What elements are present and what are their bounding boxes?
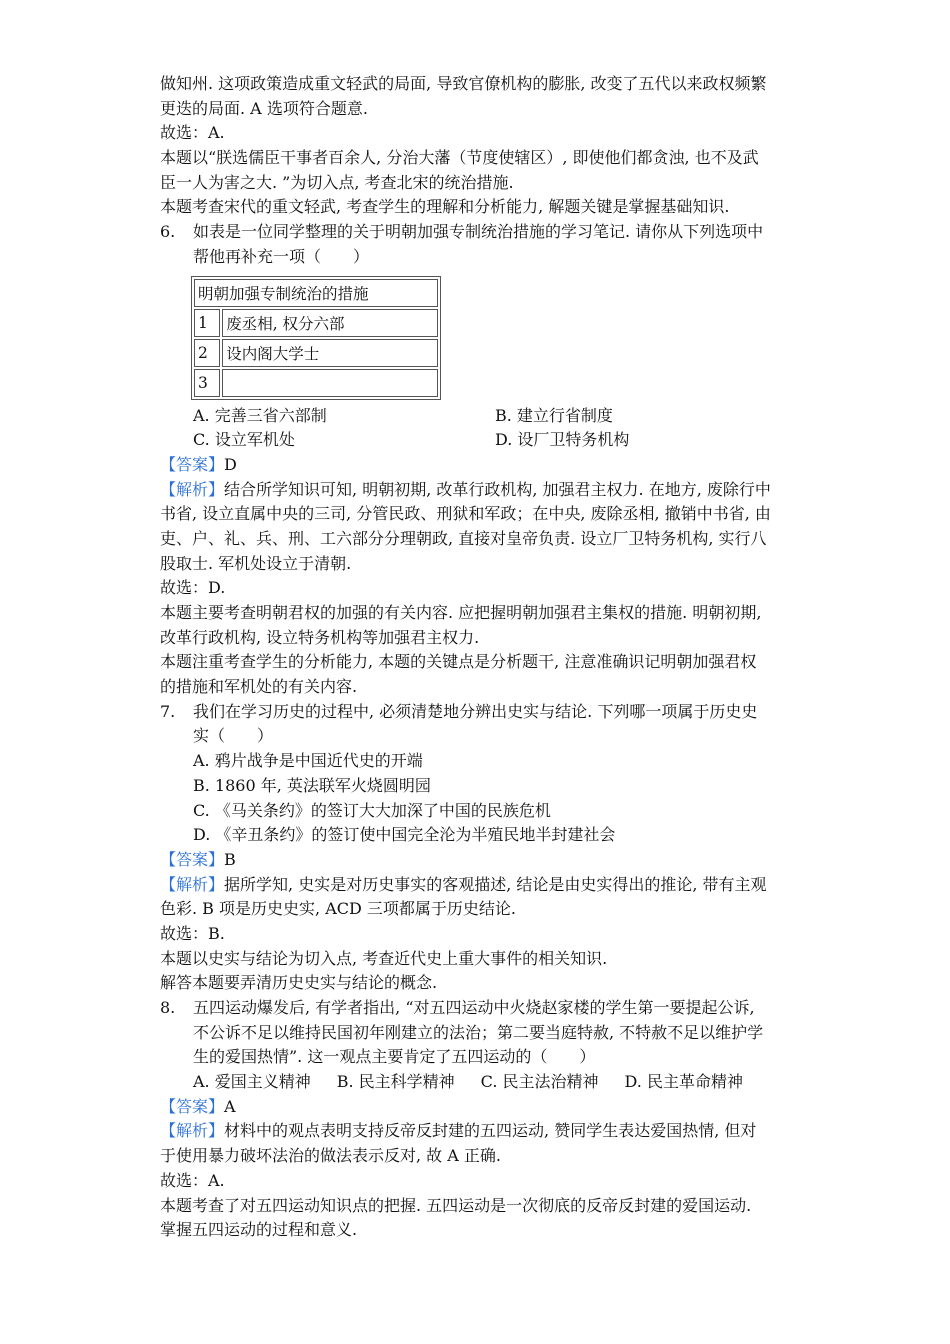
answer-label: 【答案】 (160, 1096, 225, 1116)
table-row (194, 369, 438, 397)
answer-value: D (224, 454, 237, 474)
text-line: 解答本题要弄清历史史实与结论的概念. (160, 973, 438, 993)
document-page (160, 72, 800, 1243)
option-b: B. 民主科学精神 (336, 1072, 455, 1092)
option-d: D. 设厂卫特务机构 (495, 430, 630, 450)
analysis-line (160, 478, 800, 503)
answer-label: 【答案】 (160, 849, 225, 869)
question-stem: 实（ ） (193, 726, 274, 746)
text-line: 改革行政机构, 设立特务机构等加强君主权力. (160, 627, 480, 647)
option-d: D. 民主革命精神 (624, 1072, 743, 1092)
analysis-line (160, 873, 800, 898)
text-line: 故选：D. (160, 578, 226, 598)
option-a: A. 完善三省六部制 (193, 405, 327, 425)
answer-value: B (224, 849, 236, 869)
analysis-line (160, 1119, 800, 1144)
option-c: C. 《马关条约》的签订大大加深了中国的民族危机 (193, 800, 551, 820)
question-stem: 不公诉不足以维持民国初年刚建立的法治；第二要当庭特赦, 不特赦不足以维护学 (193, 1022, 764, 1042)
text-line: 臣一人为害之大. ”为切入点, 考查北宋的统治措施. (160, 172, 514, 192)
text-line: 本题以史实与结论为切入点, 考查近代史上重大事件的相关知识. (160, 948, 608, 968)
table-row (194, 339, 438, 367)
question-stem: 五四运动爆发后, 有学者指出, “对五四运动中火烧赵家楼的学生第一要提起公诉, (193, 998, 755, 1017)
row-text: 废丞相, 权分六部 (222, 309, 438, 337)
analysis-text: 结合所学知识可知, 明朝初期, 改革行政机构, 加强君主权力. 在地方, 废除行中 (224, 479, 771, 499)
table-row (194, 309, 438, 337)
analysis-label: 【解析】 (160, 874, 225, 894)
text-line: 掌握五四运动的过程和意义. (160, 1220, 358, 1240)
option-a: A. 鸦片战争是中国近代史的开端 (193, 751, 423, 771)
question-stem: 帮他再补充一项（ ） (193, 246, 370, 266)
text-line: 故选：B. (160, 923, 225, 943)
analysis-text: 材料中的观点表明支持反帝反封建的五四运动, 赞同学生表达爱国热情, 但对 (224, 1121, 757, 1141)
row-number: 3 (194, 369, 220, 397)
answer-line (160, 1095, 800, 1120)
question-stem: 我们在学习历史的过程中, 必须清楚地分辨出史实与结论. 下列哪一项属于历史史 (193, 701, 758, 721)
question-8 (160, 996, 800, 1243)
option-c: C. 设立军机处 (193, 430, 295, 450)
text-line: 故选：A. (160, 1170, 225, 1190)
text-line: 的措施和军机处的有关内容. (160, 677, 358, 697)
text-line: 本题考查了对五四运动知识点的把握. 五四运动是一次彻底的反帝反封建的爱国运动. (160, 1195, 752, 1215)
row-text: 设内阁大学士 (222, 339, 438, 367)
analysis-label: 【解析】 (160, 479, 225, 499)
question-number: 7. (160, 701, 176, 721)
text-line: 本题注重考查学生的分析能力, 本题的关键点是分析题干, 注意准确识记明朝加强君权 (160, 652, 757, 672)
analysis-text: 据所学知, 史实是对历史事实的客观描述, 结论是由史实得出的推论, 带有主观 (224, 874, 767, 894)
answer-line (160, 848, 800, 873)
text-line: 本题考查宋代的重文轻武, 考查学生的理解和分析能力, 解题关键是掌握基础知识. (160, 197, 730, 217)
question-number: 8. (160, 998, 176, 1017)
question-stem: 生的爱国热情”. 这一观点主要肯定了五四运动的（ ） (193, 1047, 596, 1067)
text-line: 书省, 设立直属中央的三司, 分管民政、刑狱和军政；在中央, 废除丞相, 撤销中书省, 由 (160, 504, 771, 524)
option-b: B. 建立行省制度 (495, 405, 613, 425)
analysis-label: 【解析】 (160, 1121, 225, 1141)
answer-label: 【答案】 (160, 454, 225, 474)
row-number: 2 (194, 339, 220, 367)
row-text (222, 369, 438, 397)
answer-value: A (224, 1096, 236, 1116)
text-line: 做知州. 这项政策造成重文轻武的局面, 导致官僚机构的膨胀, 改变了五代以来政权频繁 (160, 74, 767, 93)
text-line: 股取士. 军机处设立于清朝. (160, 553, 352, 573)
option-b: B. 1860 年, 英法联军火烧圆明园 (193, 775, 431, 795)
answer-line (160, 453, 800, 478)
option-c: C. 民主法治精神 (480, 1072, 599, 1092)
text-line: 故选：A. (160, 123, 225, 143)
notes-table (191, 276, 441, 400)
intro-block (160, 72, 800, 220)
table-header: 明朝加强专制统治的措施 (194, 279, 438, 307)
question-stem: 如表是一位同学整理的关于明朝加强专制统治措施的学习笔记. 请你从下列选项中 (193, 222, 764, 242)
question-7 (160, 700, 800, 996)
text-line: 于使用暴力破坏法治的做法表示反对, 故 A 正确. (160, 1146, 501, 1166)
text-line: 本题以“朕选儒臣干事者百余人, 分治大藩（节度使辖区）, 即使他们都贪浊, 也不及武 (160, 148, 759, 168)
option-d: D. 《辛丑条约》的签订使中国完全沦为半殖民地半封建社会 (193, 825, 616, 845)
question-number: 6. (160, 222, 176, 242)
row-number: 1 (194, 309, 220, 337)
option-a: A. 爱国主义精神 (193, 1072, 311, 1092)
text-line: 更迭的局面. A 选项符合题意. (160, 98, 368, 118)
text-line: 色彩. B 项是历史史实, ACD 三项都属于历史结论. (160, 899, 516, 919)
text-line: 本题主要考查明朝君权的加强的有关内容. 应把握明朝加强君主集权的措施. 明朝初期, (160, 603, 762, 622)
question-6 (160, 220, 800, 700)
text-line: 吏、户、礼、兵、刑、工六部分分理朝政, 直接对皇帝负责. 设立厂卫特务机构, 实行八 (160, 528, 767, 548)
